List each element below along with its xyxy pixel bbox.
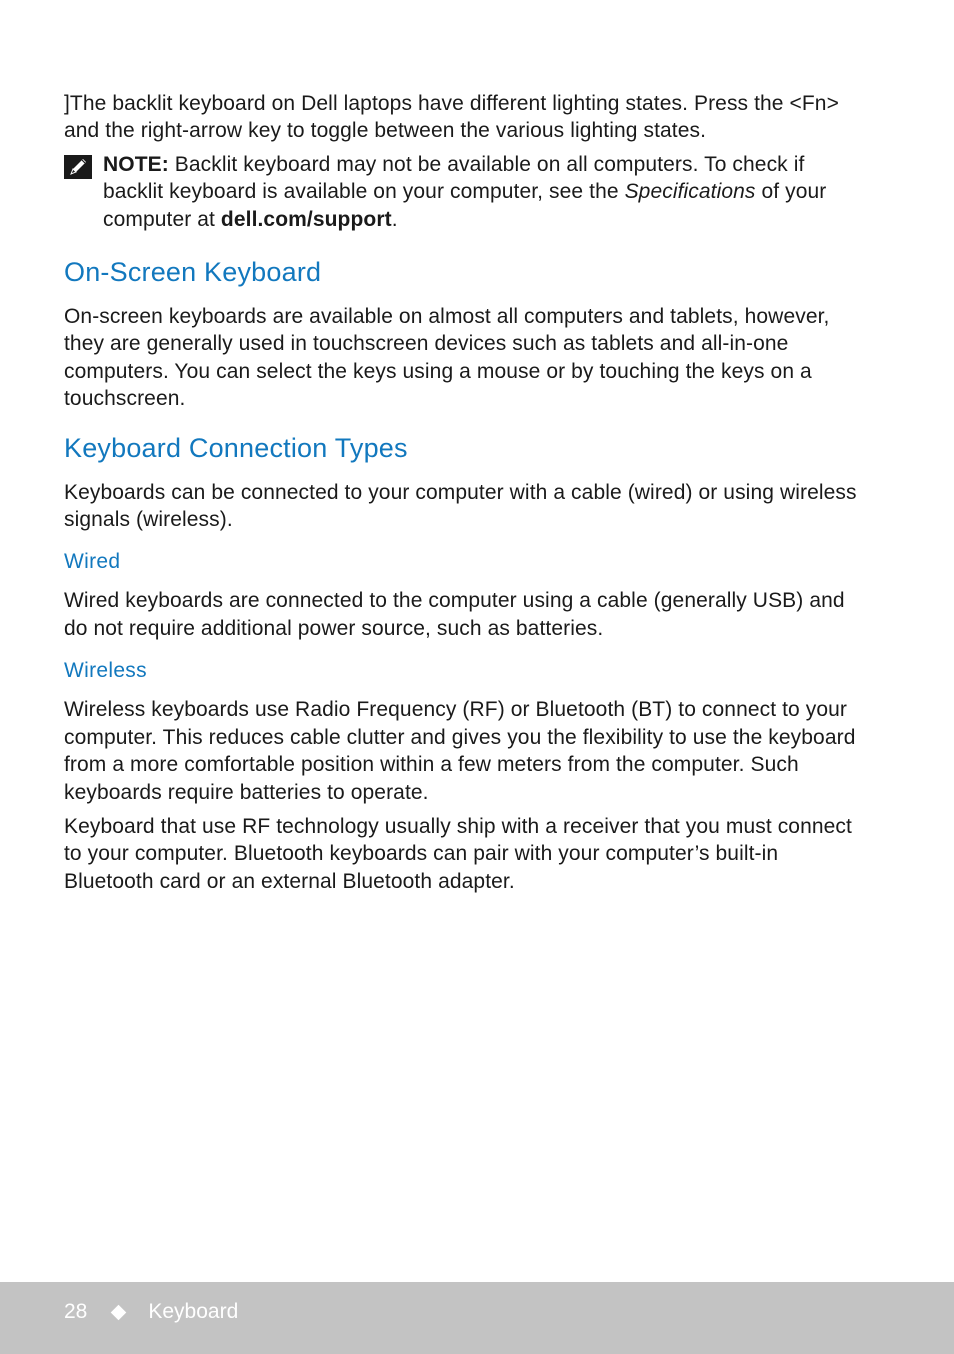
heading-connection-types: Keyboard Connection Types (64, 432, 408, 463)
heading-wired: Wired (64, 550, 121, 574)
note-block (64, 151, 864, 233)
note-emphasis: Specifications (624, 180, 756, 204)
note-pencil-icon (64, 155, 92, 179)
page-footer (0, 1282, 954, 1354)
page-number: 28 (64, 1300, 88, 1323)
page-content (64, 90, 864, 895)
heading-wireless: Wireless (64, 659, 147, 683)
footer-content (64, 1299, 238, 1325)
footer-section-title: Keyboard (148, 1300, 239, 1323)
intro-paragraph: ]The backlit keyboard on Dell laptops have different lighting states. Press the <Fn> and the right-arrow key to toggle between the various lighting states. (64, 92, 839, 143)
diamond-icon (111, 1304, 127, 1320)
note-text-middle: of your computer at (103, 180, 827, 231)
wired-paragraph: Wired keyboards are connected to the computer using a cable (generally USB) and do not require additional power source, such as batteries. (64, 589, 845, 640)
note-text-after: . (391, 207, 398, 231)
heading-on-screen-keyboard: On-Screen Keyboard (64, 257, 322, 288)
on-screen-paragraph: On-screen keyboards are available on almost all computers and tablets, however, they are generally used in touchscreen devices such as tablets and all-in-one computers. You can select the keys using a mouse or by touching the keys on a touchscreen. (64, 305, 830, 411)
note-label: NOTE: (103, 152, 169, 176)
note-text-before: Backlit keyboard may not be available on all computers. To check if backlit keyboard is available on your computer, see the (103, 152, 805, 204)
connection-paragraph: Keyboards can be connected to your computer with a cable (wired) or using wireless signals (wireless). (64, 480, 857, 532)
wireless-paragraph-1: Wireless keyboards use Radio Frequency (RF) or Bluetooth (BT) to connect to your computer. This reduces cable clutter and gives you the flexibility to use the keyboard from a more comfortable position within a few meters from the computer. Such keyboards require batteries to operate. (64, 698, 856, 804)
support-link[interactable]: dell.com/support (220, 207, 392, 231)
wireless-paragraph-2: Keyboard that use RF technology usually ship with a receiver that you must connect to your computer. Bluetooth keyboards can pair with your computer’s built-in Bluetooth card or an external Bluetooth adapter. (64, 814, 852, 893)
note-text (103, 151, 864, 233)
